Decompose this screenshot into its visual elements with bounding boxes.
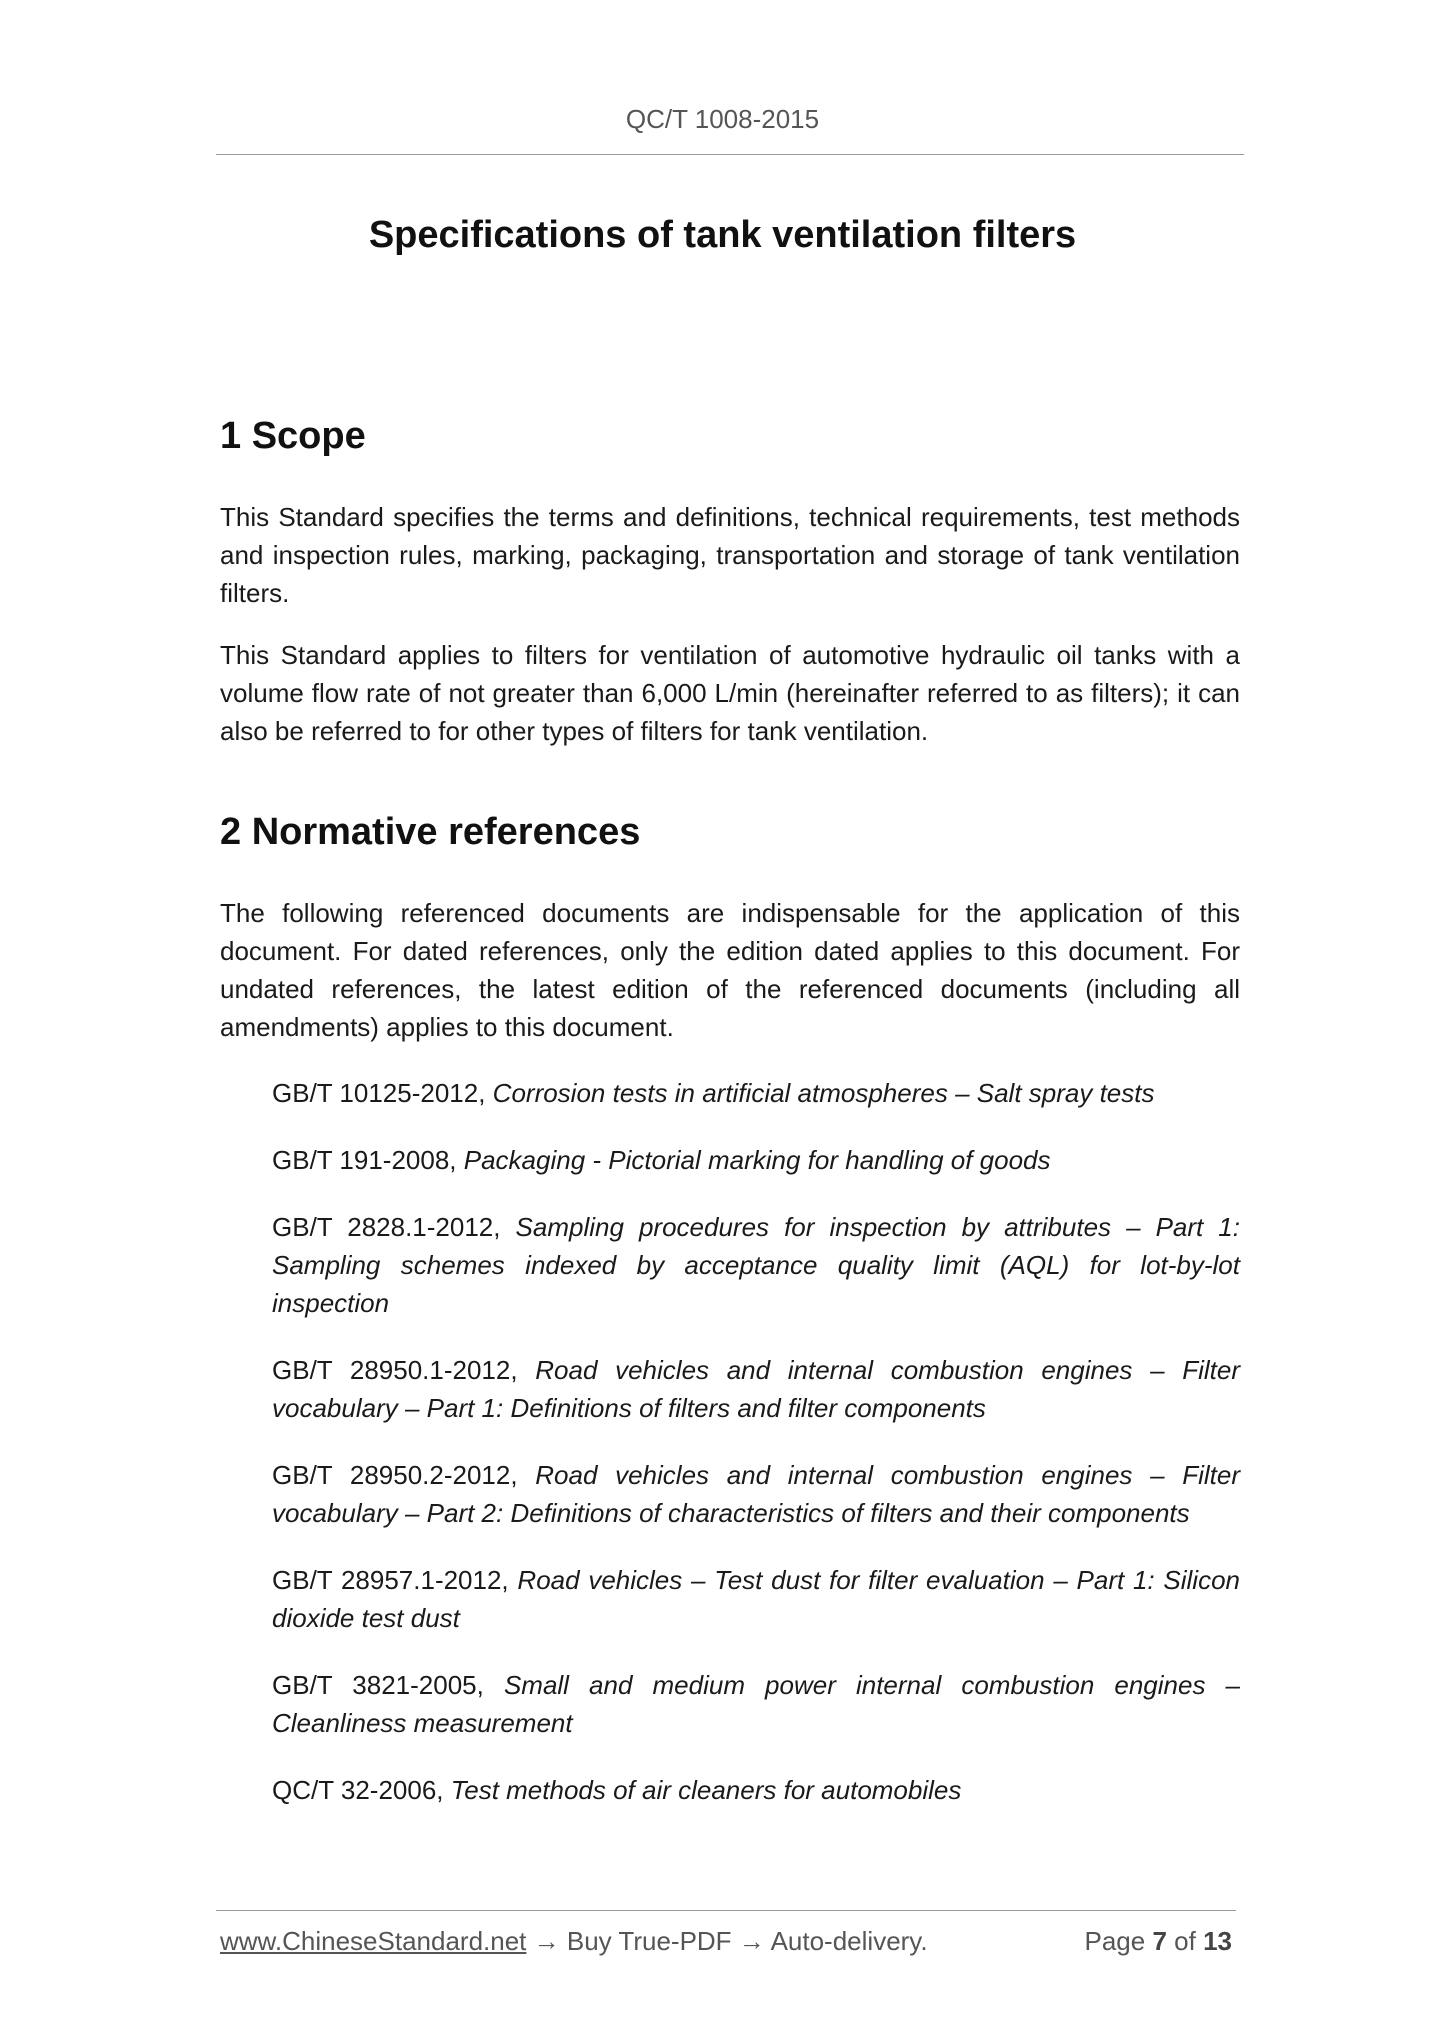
footer-promo [220,1926,928,1957]
reference-title: Small and medium power internal combustion engines – Cleanliness measurement [272,1670,1240,1738]
reference-code: GB/T 28950.1-2012, [272,1355,536,1385]
reference-list [272,1074,1240,1809]
reference-item [272,1561,1240,1637]
page-indicator [1084,1926,1232,1957]
reference-title: Road vehicles and internal combustion engines – Filter vocabulary – Part 2: Definitions of characteristics of filters and their components [272,1460,1240,1528]
reference-code: GB/T 10125-2012, [272,1078,493,1108]
reference-item [272,1074,1240,1112]
scope-paragraph-2: This Standard applies to filters for ventilation of automotive hydraulic oil tanks with a volume flow rate of not greater than 6,000 L/min (hereinafter referred to as filters); it can also be referred to for other types of filters for tank ventilation. [220,640,1240,746]
reference-title: Sampling procedures for inspection by attributes – Part 1: Sampling schemes indexed by acceptance quality limit (AQL) for lot-by-lot inspection [272,1212,1240,1318]
header-doc-code: QC/T 1008-2015 [625,104,820,134]
reference-code: GB/T 191-2008, [272,1145,464,1175]
reference-title: Packaging - Pictorial marking for handling of goods [463,1145,1051,1175]
website-link[interactable]: www.ChineseStandard.net [220,1926,527,1956]
reference-title: Road vehicles – Test dust for filter evaluation – Part 1: Silicon dioxide test dust [272,1565,1240,1633]
document-title: Specifications of tank ventilation filters [368,214,1077,256]
scope-paragraph-1: This Standard specifies the terms and definitions, technical requirements, test methods and inspection rules, marking, packaging, transportation and storage of tank ventilation filters. [220,502,1240,608]
reference-code: GB/T 2828.1-2012, [272,1212,516,1242]
page-word: Page [1084,1926,1146,1956]
document-body [220,408,1240,1809]
reference-item [272,1771,1240,1809]
reference-item [272,1456,1240,1532]
reference-code: GB/T 28950.2-2012, [272,1460,536,1490]
section-heading-normative-references: 2 Normative references [220,811,641,853]
of-word: of [1174,1926,1196,1956]
footer-tagline: → Buy True-PDF → Auto-delivery. [526,1926,928,1956]
reference-title: Road vehicles and internal combustion engines – Filter vocabulary – Part 1: Definitions of filters and filter components [272,1355,1240,1423]
header-divider [216,154,1244,155]
footer-divider [216,1910,1236,1911]
reference-code: QC/T 32-2006, [272,1775,451,1805]
section-heading-scope: 1 Scope [220,415,366,457]
total-page-number: 13 [1203,1926,1232,1956]
reference-item [272,1141,1240,1179]
normative-references-paragraph: The following referenced documents are indispensable for the application of this document. For dated references, only the edition dated applies to this document. For undated references, the latest edition of the referenced documents (including all amendments) applies to this document. [220,898,1240,1042]
reference-item [272,1208,1240,1322]
reference-title: Test methods of air cleaners for automobiles [450,1775,962,1805]
reference-code: GB/T 3821-2005, [272,1670,504,1700]
page-footer [220,1926,1232,1957]
reference-item [272,1666,1240,1742]
reference-code: GB/T 28957.1-2012, [272,1565,518,1595]
current-page-number: 7 [1152,1926,1167,1956]
reference-title: Corrosion tests in artificial atmospheres – Salt spray tests [492,1078,1155,1108]
reference-item [272,1351,1240,1427]
